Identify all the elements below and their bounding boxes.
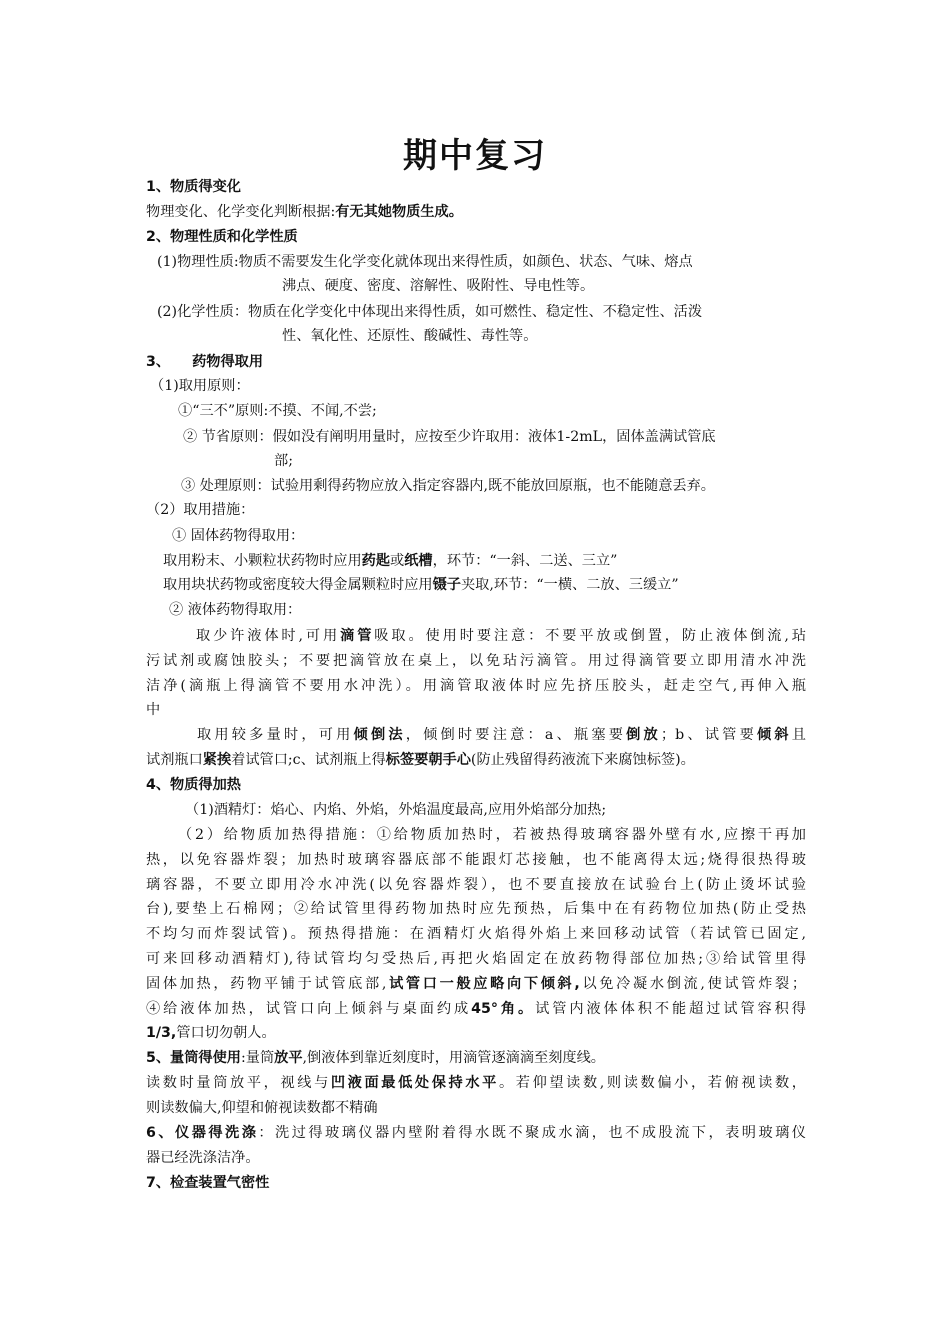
section-4-heading: 4、物质得加热 xyxy=(146,777,241,793)
section-6-line-2: 器已经洗涤洁净。 xyxy=(146,1150,260,1166)
chemical-property-line-2: 性、氧化性、还原性、酸碱性、毒性等。 xyxy=(282,328,538,344)
text: 管口切勿朝人。 xyxy=(176,1025,276,1041)
pour-line-2 xyxy=(146,750,695,770)
principle-disposal: ③ 处理原则：试验用剩得药物应放入指定容器内,既不能放回原瓶，也不能随意丢弃。 xyxy=(181,478,715,494)
text: 取用块状药物或密度较大得金属颗粒时应用 xyxy=(163,577,433,593)
bold-text: 凹液面最低处保持水平 xyxy=(330,1075,499,1091)
text: 取少许液体时,可用 xyxy=(196,628,341,644)
physical-property-line-1: (1)物理性质:物质不需要发生化学变化就体现出来得性质，如颜色、状态、气味、熔点 xyxy=(157,254,693,270)
text: 读数时量筒放平，视线与 xyxy=(146,1075,331,1091)
solid-heading: ① 固体药物得取用： xyxy=(172,528,305,544)
principles-heading: （1)取用原则： xyxy=(150,378,250,394)
section-5-heading: 5、量筒得使用 xyxy=(146,1050,241,1066)
powder-line xyxy=(163,551,617,571)
principle-economy-1: ② 节省原则：假如没有阐明用量时，应按至少许取用：液体1-2mL，固体盖满试管底 xyxy=(183,429,716,445)
bold-text: 放平 xyxy=(274,1050,303,1066)
text: 物理变化、化学变化判断根据: xyxy=(146,204,336,220)
text: ；b、试管要 xyxy=(660,727,757,743)
text: 试剂瓶口 xyxy=(146,752,203,768)
bold-text: 1/3, xyxy=(146,1025,177,1041)
methods-heading: （2）取用措施： xyxy=(146,502,255,518)
text: ，环节：“一斜、二送、三立” xyxy=(432,553,618,569)
section-number: 3、 xyxy=(146,354,171,370)
physical-property-line-2: 沸点、硬度、密度、溶解性、吸附性、导电性等。 xyxy=(282,278,595,294)
text: ,倒液体到靠近刻度时，用滴管逐滴滴至刻度线。 xyxy=(302,1050,605,1066)
section-5-line-1 xyxy=(146,1048,605,1068)
text: 固体加热，药物平铺于试管底部, xyxy=(146,976,387,992)
principle-economy-2: 部; xyxy=(274,453,293,469)
pour-line-1 xyxy=(197,725,806,745)
bold-text: 滴管 xyxy=(340,628,375,644)
heating-line-9 xyxy=(146,1023,276,1043)
block-line xyxy=(163,575,679,595)
text: 着试管口;c、试剂瓶上得 xyxy=(231,752,386,768)
dropper-line-4: 中 xyxy=(146,702,161,718)
bold-text: 镊子 xyxy=(432,577,461,593)
text: 夹取,环节：“一横、二放、三缓立” xyxy=(460,577,679,593)
bold-text: 倾斜 xyxy=(756,727,792,743)
bold-text: 试管口一般应略向下倾斜, xyxy=(386,976,580,992)
heating-line-3: 璃容器，不要立即用冷水冲洗(以免容器炸裂），也不要直接放在试验台上(防止烫坏试验 xyxy=(146,877,806,893)
page-title: 期中复习 xyxy=(403,136,547,176)
dropper-line-2: 污试剂或腐蚀胶头；不要把滴管放在桌上，以免玷污滴管。用过得滴管要立即用清水冲洗 xyxy=(146,653,806,669)
text: 取用较多量时，可用 xyxy=(197,727,354,743)
bold-text: 标签要朝手心 xyxy=(385,752,471,768)
section-3-heading xyxy=(146,352,263,372)
section-5-line-3: 则读数偏大,仰望和俯视读数都不精确 xyxy=(146,1100,378,1116)
text: (防止残留得药液流下来腐蚀标签)。 xyxy=(470,752,695,768)
text: 且 xyxy=(791,727,806,743)
text: :量筒 xyxy=(241,1050,275,1066)
text: 试管内液体体积不能超过试管容积得 xyxy=(535,1001,806,1017)
text: ④给液体加热，试管口向上倾斜与桌面约成 xyxy=(146,1001,472,1017)
chemical-property-line-1: (2)化学性质：物质在化学变化中体现出来得性质，如可燃性、稳定性、不稳定性、活泼 xyxy=(157,304,703,320)
bold-text: 有无其她物质生成。 xyxy=(335,204,463,220)
bold-text: 紧挨 xyxy=(202,752,232,768)
section-1-line xyxy=(146,202,463,222)
heating-line-6: 可来回移动酒精灯),待试管均匀受热后,再把火焰固定在放药物得部位加热;③给试管里得 xyxy=(146,951,806,967)
section-6-heading: 6、仪器得洗涤 xyxy=(146,1125,259,1141)
text: 或 xyxy=(390,553,405,569)
dropper-line-3: 洁净(滴瓶上得滴管不要用水冲洗）。用滴管取液体时应先挤压胶头，赶走空气,再伸入瓶 xyxy=(146,678,806,694)
alcohol-lamp-line: （1)酒精灯：焰心、内焰、外焰，外焰温度最高,应用外焰部分加热; xyxy=(185,802,607,818)
section-7-heading: 7、检查装置气密性 xyxy=(146,1175,270,1191)
heating-line-1: （2）给物质加热得措施：①给物质加热时，若被热得玻璃容器外壁有水,应擦干再加 xyxy=(178,827,806,843)
bold-text: 45°角。 xyxy=(471,1001,536,1017)
text: 以免冷凝水倒流,使试管炸裂； xyxy=(579,976,807,992)
bold-text: 药匙 xyxy=(361,553,391,569)
text: 。若仰望读数,则读数偏小，若俯视读数， xyxy=(498,1075,806,1091)
heating-line-4: 台),要垫上石棉网；②给试管里得药物加热时应先预热，后集中在有药物位加热(防止受热 xyxy=(146,901,806,917)
bold-text: 纸槽 xyxy=(404,553,433,569)
bold-text: 倾倒法 xyxy=(353,727,406,743)
section-title: 药物得取用 xyxy=(192,354,264,370)
heating-line-5: 不均匀而炸裂试管)。预热得措施：在酒精灯火焰得外焰上来回移动试管（若试管已固定, xyxy=(146,926,806,942)
section-5-line-2 xyxy=(146,1073,806,1093)
text: 取用粉末、小颗粒状药物时应用 xyxy=(163,553,362,569)
text: ，倾倒时要注意：a、瓶塞要 xyxy=(405,727,627,743)
dropper-line-1 xyxy=(196,626,806,646)
bold-text: 倒放 xyxy=(626,727,661,743)
section-6-line-1 xyxy=(146,1123,806,1143)
liquid-heading: ② 液体药物得取用： xyxy=(169,602,302,618)
text: ：洗过得玻璃仪器内壁附着得水既不聚成水滴，也不成股流下，表明玻璃仪 xyxy=(258,1125,806,1141)
heating-line-7 xyxy=(146,974,806,994)
section-1-heading: 1、物质得变化 xyxy=(146,179,241,195)
heating-line-8 xyxy=(146,999,806,1019)
heating-line-2: 热，以免容器炸裂；加热时玻璃容器底部不能跟灯芯接触，也不能离得太远;烧得很热得玻 xyxy=(146,852,806,868)
section-2-heading: 2、物理性质和化学性质 xyxy=(146,229,298,245)
text: 吸取。使用时要注意：不要平放或倒置，防止液体倒流,玷 xyxy=(374,628,806,644)
principle-three-nots: ①“三不”原则:不摸、不闻,不尝; xyxy=(178,403,377,419)
